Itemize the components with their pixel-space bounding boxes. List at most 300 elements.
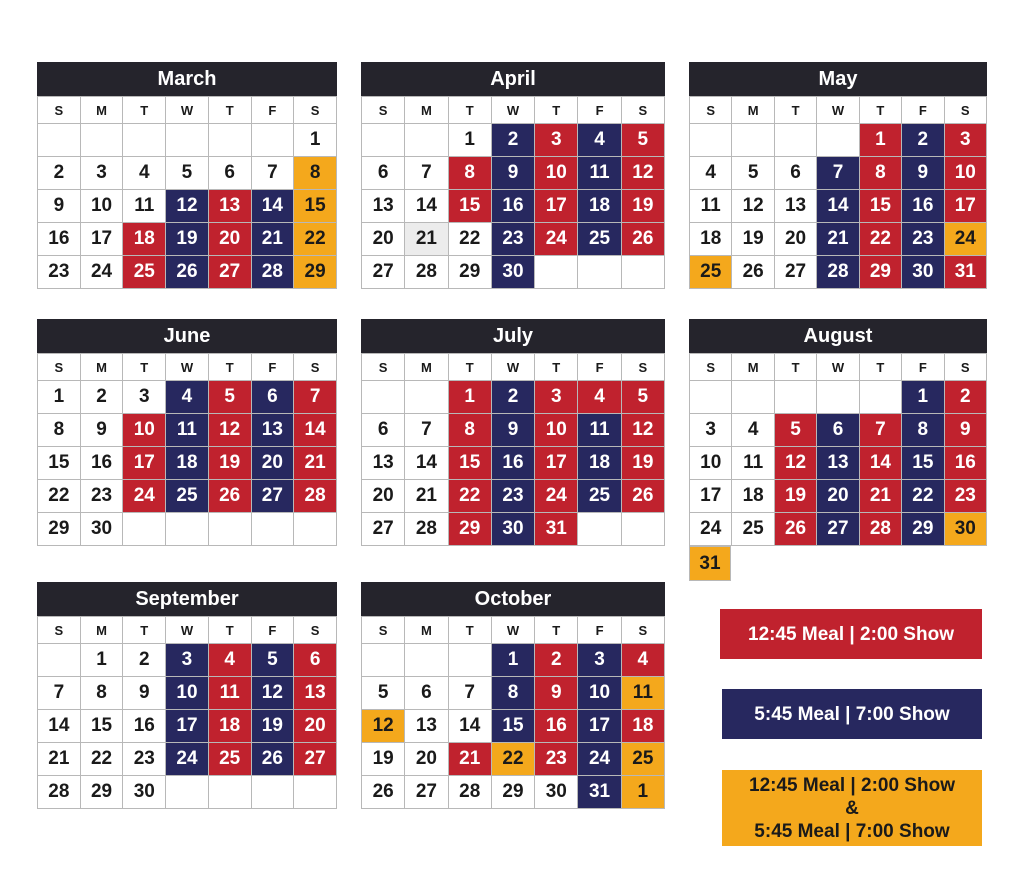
weekday-label: T bbox=[859, 97, 901, 124]
day-cell: 18 bbox=[123, 223, 166, 256]
day-cell: 23 bbox=[902, 223, 944, 256]
weekday-label: S bbox=[38, 97, 81, 124]
day-cell: 12 bbox=[208, 414, 251, 447]
week-row bbox=[362, 513, 665, 546]
day-cell: 26 bbox=[362, 776, 405, 809]
day-cell: 14 bbox=[405, 190, 448, 223]
day-cell: 26 bbox=[732, 256, 774, 289]
day-cell: 7 bbox=[251, 157, 294, 190]
day-cell: 7 bbox=[294, 381, 337, 414]
day-cell bbox=[732, 381, 774, 414]
day-cell bbox=[38, 124, 81, 157]
day-cell: 21 bbox=[405, 223, 448, 256]
day-cell: 8 bbox=[491, 677, 534, 710]
month-table bbox=[37, 96, 337, 289]
day-cell: 2 bbox=[491, 381, 534, 414]
weekday-label: T bbox=[208, 354, 251, 381]
day-cell: 18 bbox=[621, 710, 664, 743]
day-cell: 3 bbox=[123, 381, 166, 414]
day-cell: 15 bbox=[859, 190, 901, 223]
day-cell: 26 bbox=[621, 480, 664, 513]
weekday-label: T bbox=[774, 354, 816, 381]
week-row bbox=[362, 157, 665, 190]
day-cell: 5 bbox=[166, 157, 209, 190]
day-cell: 6 bbox=[362, 414, 405, 447]
day-cell: 7 bbox=[448, 677, 491, 710]
day-cell: 9 bbox=[38, 190, 81, 223]
week-row bbox=[690, 513, 987, 546]
day-cell: 30 bbox=[80, 513, 123, 546]
day-cell: 28 bbox=[859, 513, 901, 546]
weekday-row bbox=[690, 97, 987, 124]
day-cell bbox=[38, 644, 81, 677]
day-cell bbox=[535, 256, 578, 289]
day-cell: 17 bbox=[123, 447, 166, 480]
day-cell: 16 bbox=[535, 710, 578, 743]
day-cell: 22 bbox=[448, 223, 491, 256]
weekday-label: F bbox=[902, 97, 944, 124]
day-cell: 26 bbox=[621, 223, 664, 256]
month-august bbox=[689, 319, 987, 581]
month-june bbox=[37, 319, 337, 546]
weekday-row bbox=[38, 354, 337, 381]
day-cell: 24 bbox=[535, 480, 578, 513]
weekday-label: S bbox=[362, 617, 405, 644]
day-cell: 17 bbox=[578, 710, 621, 743]
day-cell: 25 bbox=[578, 480, 621, 513]
month-title: October bbox=[361, 582, 665, 616]
day-cell: 7 bbox=[817, 157, 859, 190]
week-row bbox=[362, 480, 665, 513]
day-cell bbox=[774, 381, 816, 414]
day-cell bbox=[690, 124, 732, 157]
weekday-row bbox=[690, 354, 987, 381]
day-cell: 28 bbox=[251, 256, 294, 289]
month-title: July bbox=[361, 319, 665, 353]
week-row bbox=[362, 743, 665, 776]
day-cell: 3 bbox=[944, 124, 986, 157]
weekday-label: S bbox=[38, 354, 81, 381]
month-title: March bbox=[37, 62, 337, 96]
day-cell bbox=[405, 381, 448, 414]
day-cell: 19 bbox=[208, 447, 251, 480]
day-cell: 4 bbox=[208, 644, 251, 677]
day-cell: 26 bbox=[251, 743, 294, 776]
weekday-row bbox=[38, 617, 337, 644]
day-cell: 10 bbox=[123, 414, 166, 447]
day-cell: 17 bbox=[80, 223, 123, 256]
week-row bbox=[690, 480, 987, 513]
day-cell: 27 bbox=[774, 256, 816, 289]
day-cell: 4 bbox=[123, 157, 166, 190]
day-cell: 23 bbox=[38, 256, 81, 289]
day-cell: 8 bbox=[448, 157, 491, 190]
day-cell bbox=[774, 124, 816, 157]
day-cell bbox=[251, 124, 294, 157]
day-cell: 27 bbox=[362, 256, 405, 289]
weekday-label: M bbox=[405, 617, 448, 644]
day-cell: 13 bbox=[774, 190, 816, 223]
week-row bbox=[362, 381, 665, 414]
weekday-row bbox=[362, 354, 665, 381]
month-table bbox=[361, 616, 665, 809]
month-october bbox=[361, 582, 665, 809]
day-cell: 8 bbox=[859, 157, 901, 190]
day-cell bbox=[732, 124, 774, 157]
day-cell: 4 bbox=[578, 124, 621, 157]
week-row bbox=[362, 190, 665, 223]
day-cell: 1 bbox=[902, 381, 944, 414]
day-cell bbox=[621, 256, 664, 289]
day-cell: 24 bbox=[166, 743, 209, 776]
day-cell: 17 bbox=[166, 710, 209, 743]
day-cell: 28 bbox=[405, 513, 448, 546]
day-cell: 31 bbox=[535, 513, 578, 546]
day-cell bbox=[166, 776, 209, 809]
day-cell: 20 bbox=[405, 743, 448, 776]
month-april bbox=[361, 62, 665, 289]
weekday-label: F bbox=[251, 354, 294, 381]
day-cell: 29 bbox=[294, 256, 337, 289]
day-cell bbox=[166, 513, 209, 546]
legend-both-line3: 5:45 Meal | 7:00 Show bbox=[754, 820, 950, 842]
day-cell: 18 bbox=[578, 447, 621, 480]
day-cell: 10 bbox=[535, 414, 578, 447]
weekday-label: F bbox=[251, 97, 294, 124]
day-cell: 10 bbox=[166, 677, 209, 710]
day-cell: 15 bbox=[80, 710, 123, 743]
week-row bbox=[690, 190, 987, 223]
weekday-label: S bbox=[294, 354, 337, 381]
day-cell: 13 bbox=[208, 190, 251, 223]
weekday-label: S bbox=[690, 97, 732, 124]
day-cell: 12 bbox=[774, 447, 816, 480]
day-cell: 12 bbox=[621, 157, 664, 190]
day-cell: 4 bbox=[690, 157, 732, 190]
weekday-label: W bbox=[166, 617, 209, 644]
day-cell: 13 bbox=[817, 447, 859, 480]
day-cell: 16 bbox=[491, 190, 534, 223]
day-cell: 19 bbox=[774, 480, 816, 513]
day-cell: 6 bbox=[774, 157, 816, 190]
weekday-label: T bbox=[208, 617, 251, 644]
day-cell: 26 bbox=[166, 256, 209, 289]
day-cell: 24 bbox=[944, 223, 986, 256]
day-cell bbox=[294, 776, 337, 809]
weekday-label: T bbox=[774, 97, 816, 124]
week-row bbox=[38, 513, 337, 546]
day-cell: 18 bbox=[166, 447, 209, 480]
overflow-day-cell: 31 bbox=[689, 546, 731, 581]
weekday-label: S bbox=[944, 97, 986, 124]
day-cell: 23 bbox=[123, 743, 166, 776]
legend-both-line1: 12:45 Meal | 2:00 Show bbox=[749, 774, 955, 796]
day-cell: 5 bbox=[774, 414, 816, 447]
day-cell: 20 bbox=[362, 223, 405, 256]
day-cell: 1 bbox=[294, 124, 337, 157]
week-row bbox=[690, 447, 987, 480]
day-cell: 24 bbox=[690, 513, 732, 546]
week-row bbox=[38, 677, 337, 710]
legend-evening-label: 5:45 Meal | 7:00 Show bbox=[754, 703, 950, 725]
weekday-label: S bbox=[294, 617, 337, 644]
day-cell: 2 bbox=[38, 157, 81, 190]
weekday-label: W bbox=[491, 354, 534, 381]
day-cell: 19 bbox=[251, 710, 294, 743]
day-cell: 4 bbox=[621, 644, 664, 677]
day-cell: 14 bbox=[448, 710, 491, 743]
weekday-label: W bbox=[491, 617, 534, 644]
day-cell: 22 bbox=[38, 480, 81, 513]
day-cell: 9 bbox=[902, 157, 944, 190]
day-cell: 30 bbox=[491, 256, 534, 289]
weekday-row bbox=[362, 97, 665, 124]
day-cell: 20 bbox=[251, 447, 294, 480]
day-cell: 4 bbox=[578, 381, 621, 414]
weekday-label: T bbox=[535, 354, 578, 381]
day-cell: 14 bbox=[859, 447, 901, 480]
day-cell: 19 bbox=[166, 223, 209, 256]
day-cell: 29 bbox=[448, 513, 491, 546]
day-cell: 21 bbox=[294, 447, 337, 480]
day-cell: 20 bbox=[294, 710, 337, 743]
day-cell: 22 bbox=[902, 480, 944, 513]
weekday-row bbox=[362, 617, 665, 644]
day-cell: 13 bbox=[294, 677, 337, 710]
day-cell: 23 bbox=[491, 223, 534, 256]
weekday-label: T bbox=[208, 97, 251, 124]
day-cell: 11 bbox=[123, 190, 166, 223]
day-cell: 8 bbox=[448, 414, 491, 447]
month-table bbox=[37, 616, 337, 809]
day-cell: 27 bbox=[817, 513, 859, 546]
day-cell: 9 bbox=[80, 414, 123, 447]
weekday-label: S bbox=[294, 97, 337, 124]
day-cell: 6 bbox=[208, 157, 251, 190]
day-cell bbox=[817, 124, 859, 157]
day-cell: 28 bbox=[405, 256, 448, 289]
weekday-label: F bbox=[578, 97, 621, 124]
week-row bbox=[362, 414, 665, 447]
weekday-label: T bbox=[448, 617, 491, 644]
day-cell: 28 bbox=[38, 776, 81, 809]
day-cell: 13 bbox=[362, 447, 405, 480]
day-cell: 8 bbox=[80, 677, 123, 710]
week-row bbox=[38, 157, 337, 190]
month-table bbox=[689, 96, 987, 289]
day-cell: 30 bbox=[902, 256, 944, 289]
day-cell bbox=[621, 513, 664, 546]
week-row bbox=[362, 447, 665, 480]
weekday-label: M bbox=[732, 97, 774, 124]
day-cell: 1 bbox=[80, 644, 123, 677]
week-row bbox=[362, 710, 665, 743]
day-cell: 27 bbox=[251, 480, 294, 513]
day-cell: 24 bbox=[578, 743, 621, 776]
week-row bbox=[38, 776, 337, 809]
week-row bbox=[690, 157, 987, 190]
day-cell: 24 bbox=[80, 256, 123, 289]
day-cell: 17 bbox=[944, 190, 986, 223]
month-may bbox=[689, 62, 987, 289]
day-cell: 20 bbox=[817, 480, 859, 513]
week-row bbox=[38, 124, 337, 157]
day-cell: 27 bbox=[405, 776, 448, 809]
weekday-label: T bbox=[123, 617, 166, 644]
weekday-label: M bbox=[80, 354, 123, 381]
week-row bbox=[362, 677, 665, 710]
week-row bbox=[38, 710, 337, 743]
day-cell: 12 bbox=[362, 710, 405, 743]
month-table bbox=[37, 353, 337, 546]
day-cell: 10 bbox=[690, 447, 732, 480]
day-cell bbox=[817, 381, 859, 414]
weekday-label: T bbox=[859, 354, 901, 381]
legend-matinee bbox=[720, 609, 982, 659]
day-cell: 29 bbox=[859, 256, 901, 289]
day-cell: 28 bbox=[817, 256, 859, 289]
day-cell: 1 bbox=[448, 124, 491, 157]
day-cell: 14 bbox=[405, 447, 448, 480]
day-cell: 2 bbox=[535, 644, 578, 677]
day-cell bbox=[251, 513, 294, 546]
day-cell: 10 bbox=[80, 190, 123, 223]
day-cell: 4 bbox=[166, 381, 209, 414]
day-cell: 13 bbox=[251, 414, 294, 447]
day-cell: 12 bbox=[621, 414, 664, 447]
weekday-label: M bbox=[405, 354, 448, 381]
day-cell: 23 bbox=[944, 480, 986, 513]
day-cell: 28 bbox=[294, 480, 337, 513]
weekday-label: S bbox=[362, 97, 405, 124]
week-row bbox=[38, 480, 337, 513]
day-cell: 7 bbox=[405, 157, 448, 190]
weekday-label: S bbox=[621, 354, 664, 381]
day-cell: 20 bbox=[774, 223, 816, 256]
day-cell: 30 bbox=[491, 513, 534, 546]
week-row bbox=[38, 414, 337, 447]
day-cell bbox=[578, 513, 621, 546]
day-cell: 23 bbox=[535, 743, 578, 776]
day-cell: 11 bbox=[732, 447, 774, 480]
day-cell: 29 bbox=[448, 256, 491, 289]
day-cell: 14 bbox=[817, 190, 859, 223]
day-cell: 13 bbox=[362, 190, 405, 223]
day-cell: 6 bbox=[251, 381, 294, 414]
day-cell: 16 bbox=[38, 223, 81, 256]
day-cell: 24 bbox=[535, 223, 578, 256]
day-cell: 18 bbox=[690, 223, 732, 256]
day-cell: 3 bbox=[80, 157, 123, 190]
week-row bbox=[362, 256, 665, 289]
weekday-label: M bbox=[405, 97, 448, 124]
day-cell: 3 bbox=[166, 644, 209, 677]
day-cell bbox=[208, 776, 251, 809]
legend-evening bbox=[722, 689, 982, 739]
day-cell: 22 bbox=[859, 223, 901, 256]
day-cell: 15 bbox=[902, 447, 944, 480]
day-cell: 13 bbox=[405, 710, 448, 743]
day-cell bbox=[123, 124, 166, 157]
day-cell: 11 bbox=[621, 677, 664, 710]
legend-both bbox=[722, 770, 982, 846]
day-cell: 9 bbox=[123, 677, 166, 710]
day-cell: 7 bbox=[859, 414, 901, 447]
day-cell: 30 bbox=[123, 776, 166, 809]
day-cell: 6 bbox=[817, 414, 859, 447]
week-row bbox=[38, 190, 337, 223]
day-cell: 22 bbox=[80, 743, 123, 776]
weekday-label: W bbox=[166, 97, 209, 124]
day-cell: 21 bbox=[251, 223, 294, 256]
day-cell: 8 bbox=[902, 414, 944, 447]
day-cell: 27 bbox=[362, 513, 405, 546]
day-cell bbox=[448, 644, 491, 677]
day-cell: 1 bbox=[621, 776, 664, 809]
day-cell: 21 bbox=[38, 743, 81, 776]
weekday-label: S bbox=[621, 617, 664, 644]
day-cell: 7 bbox=[38, 677, 81, 710]
weekday-label: W bbox=[491, 97, 534, 124]
day-cell: 12 bbox=[166, 190, 209, 223]
day-cell: 22 bbox=[448, 480, 491, 513]
day-cell: 30 bbox=[944, 513, 986, 546]
day-cell: 7 bbox=[405, 414, 448, 447]
week-row bbox=[38, 256, 337, 289]
day-cell: 18 bbox=[732, 480, 774, 513]
day-cell: 29 bbox=[491, 776, 534, 809]
day-cell: 10 bbox=[535, 157, 578, 190]
day-cell bbox=[362, 124, 405, 157]
day-cell: 11 bbox=[690, 190, 732, 223]
day-cell: 16 bbox=[80, 447, 123, 480]
week-row bbox=[362, 223, 665, 256]
month-title: August bbox=[689, 319, 987, 353]
weekday-label: M bbox=[80, 617, 123, 644]
week-row bbox=[362, 776, 665, 809]
week-row bbox=[38, 743, 337, 776]
day-cell: 19 bbox=[362, 743, 405, 776]
day-cell bbox=[294, 513, 337, 546]
day-cell: 31 bbox=[944, 256, 986, 289]
day-cell: 6 bbox=[294, 644, 337, 677]
day-cell bbox=[578, 256, 621, 289]
day-cell: 2 bbox=[123, 644, 166, 677]
day-cell: 11 bbox=[578, 414, 621, 447]
weekday-label: T bbox=[123, 354, 166, 381]
day-cell: 23 bbox=[80, 480, 123, 513]
day-cell bbox=[690, 381, 732, 414]
weekday-label: T bbox=[123, 97, 166, 124]
day-cell: 16 bbox=[123, 710, 166, 743]
day-cell: 29 bbox=[38, 513, 81, 546]
weekday-label: W bbox=[817, 354, 859, 381]
month-september bbox=[37, 582, 337, 809]
day-cell: 25 bbox=[166, 480, 209, 513]
day-cell: 2 bbox=[944, 381, 986, 414]
month-march bbox=[37, 62, 337, 289]
day-cell: 23 bbox=[491, 480, 534, 513]
weekday-label: S bbox=[944, 354, 986, 381]
week-row bbox=[362, 644, 665, 677]
day-cell: 14 bbox=[38, 710, 81, 743]
day-cell: 9 bbox=[535, 677, 578, 710]
legend-both-line2: & bbox=[845, 797, 859, 819]
week-row bbox=[690, 381, 987, 414]
day-cell bbox=[362, 381, 405, 414]
day-cell: 28 bbox=[448, 776, 491, 809]
day-cell: 27 bbox=[294, 743, 337, 776]
